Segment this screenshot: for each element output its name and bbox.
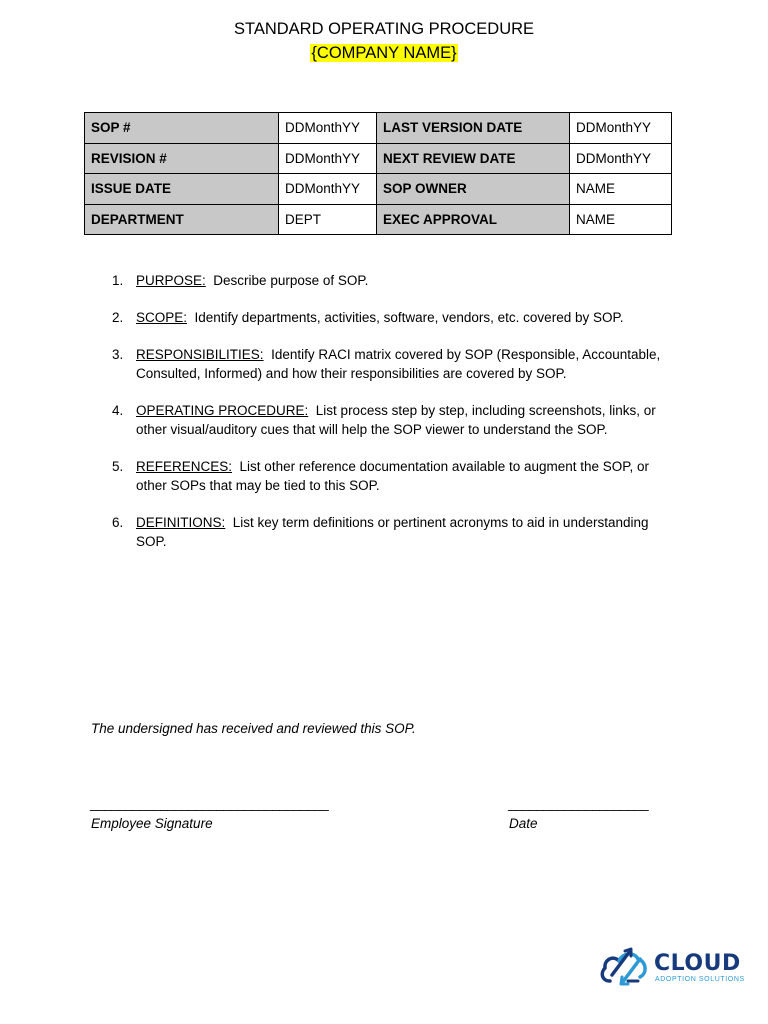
section-text: List process step by step, including screenshots, links, or other visual/auditory cues that will help the SOP viewer to understand the SOP. <box>136 403 656 437</box>
item-number: 1. <box>112 273 124 288</box>
exec-approval-value: NAME <box>570 204 672 235</box>
section-heading-purpose: PURPOSE: <box>136 273 206 288</box>
document-title: STANDARD OPERATING PROCEDURE <box>233 20 535 38</box>
section-text: Describe purpose of SOP. <box>213 273 369 288</box>
logo-tagline: ADOPTION SOLUTIONS <box>655 976 745 983</box>
list-item <box>112 345 682 383</box>
table-row <box>85 174 672 205</box>
next-review-date-label: NEXT REVIEW DATE <box>377 143 570 174</box>
department-value: DEPT <box>279 204 377 235</box>
item-number: 2. <box>112 310 124 325</box>
department-label: DEPARTMENT <box>85 204 279 235</box>
table-row <box>85 143 672 174</box>
sop-number-value: DDMonthYY <box>279 113 377 144</box>
sop-metadata-table <box>84 112 672 235</box>
section-heading-references: REFERENCES: <box>136 459 233 474</box>
section-text: Identify RACI matrix covered by SOP (Responsible, Accountable, Consulted, Informed) and how their responsibilities are covered by SOP. <box>136 347 661 381</box>
section-text: List other reference documentation available to augment the SOP, or other SOPs that may be tied to this SOP. <box>136 459 650 493</box>
list-item <box>112 308 682 327</box>
last-version-date-value: DDMonthYY <box>570 113 672 144</box>
section-heading-operating-procedure: OPERATING PROCEDURE: <box>136 403 309 418</box>
revision-number-label: REVISION # <box>85 143 279 174</box>
item-number: 4. <box>112 403 124 418</box>
sop-number-label: SOP # <box>85 113 279 144</box>
section-text: List key term definitions or pertinent acronyms to aid in understanding SOP. <box>136 515 649 549</box>
acknowledgement-statement: The undersigned has received and reviewed this SOP. <box>91 721 416 736</box>
date-label: Date <box>509 816 538 831</box>
section-heading-responsibilities: RESPONSIBILITIES: <box>136 347 264 362</box>
company-logo <box>598 945 748 993</box>
company-name-line <box>0 43 768 63</box>
section-text: Identify departments, activities, software, vendors, etc. covered by SOP. <box>194 310 624 325</box>
revision-number-value: DDMonthYY <box>279 143 377 174</box>
cloud-arrows-icon <box>598 945 654 991</box>
item-number: 5. <box>112 459 124 474</box>
issue-date-label: ISSUE DATE <box>85 174 279 205</box>
item-number: 3. <box>112 347 124 362</box>
date-signature-line: ____________________ <box>508 796 649 811</box>
list-item <box>112 513 682 551</box>
list-item <box>112 457 682 495</box>
section-heading-scope: SCOPE: <box>136 310 188 325</box>
list-item <box>112 401 682 439</box>
logo-wordmark: CLOUD <box>654 951 741 976</box>
table-row <box>85 204 672 235</box>
employee-signature-line: __________________________________ <box>90 796 329 811</box>
next-review-date-value: DDMonthYY <box>570 143 672 174</box>
sop-owner-label: SOP OWNER <box>377 174 570 205</box>
employee-signature-label: Employee Signature <box>91 816 213 831</box>
list-item <box>112 271 682 290</box>
table-row <box>85 113 672 144</box>
company-name-placeholder: {COMPANY NAME} <box>311 44 457 62</box>
sop-sections-list <box>112 271 682 569</box>
issue-date-value: DDMonthYY <box>279 174 377 205</box>
item-number: 6. <box>112 515 124 530</box>
exec-approval-label: EXEC APPROVAL <box>377 204 570 235</box>
sop-owner-value: NAME <box>570 174 672 205</box>
section-heading-definitions: DEFINITIONS: <box>136 515 226 530</box>
last-version-date-label: LAST VERSION DATE <box>377 113 570 144</box>
